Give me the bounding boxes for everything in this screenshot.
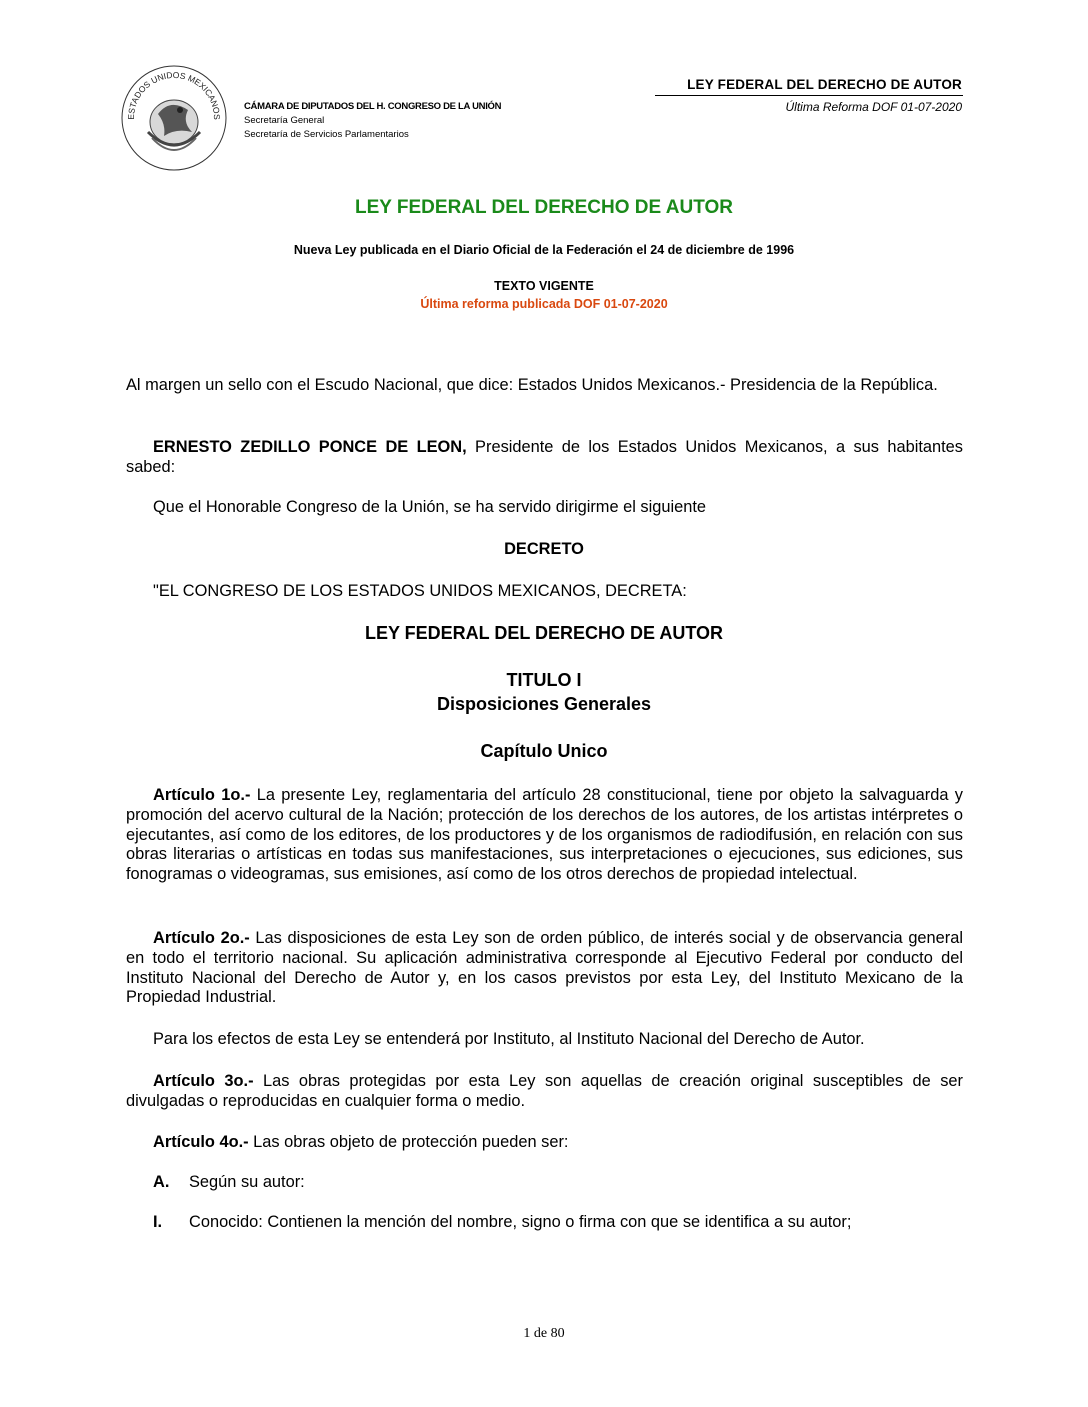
article-1-text: La presente Ley, reglamentaria del artículo 28 constitucional, tiene por objeto la salvaguarda y promoción del acervo cultural de la Nación; protección de los derechos de los autores, de los artistas intérpretes o ejecutantes, así como de los editores, de los productores y de los organismos de radiodifusión, en relación con sus obras literarias o artísticas en todas sus manifestaciones, sus interpretaciones o ejecuciones, sus ediciones, sus fonogramas o videogramas, sus emisiones, así como de los otros derechos de propiedad intelectual. — [126, 786, 963, 884]
national-seal-logo — [118, 62, 230, 174]
article-1 — [126, 786, 963, 885]
chamber-name: CÁMARA DE DIPUTADOS DEL H. CONGRESO DE LA UNIÓN — [244, 101, 502, 112]
secretary-general: Secretaría General — [244, 115, 325, 126]
article-2-text: Las disposiciones de esta Ley son de orden público, de interés social y de observancia general en todo el territorio nacional. Su aplicación administrativa corresponde al Ejecutivo Federal por conducto del Instituto Nacional del Derecho de Autor y, en los casos previstos por esta Ley, del Instituto Mexicano de la Propiedad Industrial. — [126, 929, 963, 1007]
last-reform-note: Última reforma publicada DOF 01-07-2020 — [420, 297, 668, 311]
titulo-name-heading: Disposiciones Generales — [436, 694, 652, 714]
article-4-text: Las obras objeto de protección pueden ser: — [248, 1133, 569, 1151]
current-text-label: TEXTO VIGENTE — [494, 279, 594, 293]
document-title: LEY FEDERAL DEL DERECHO DE AUTOR — [355, 197, 733, 218]
parliamentary-services: Secretaría de Servicios Parlamentarios — [244, 129, 409, 140]
article-3 — [126, 1072, 963, 1112]
page-number: 1 de 80 — [523, 1326, 565, 1341]
list-item-a-text: Según su autor: — [189, 1173, 305, 1191]
titulo-heading: TITULO I — [506, 670, 582, 690]
article-4-label: Artículo 4o.- — [153, 1133, 249, 1151]
chapter-heading: Capítulo Unico — [480, 741, 608, 761]
article-3-text: Las obras protegidas por esta Ley son aquellas de creación original susceptibles de ser divulgadas o reproducidas en cualquier forma o medio. — [126, 1072, 963, 1110]
preamble-paragraph-4: "EL CONGRESO DE LOS ESTADOS UNIDOS MEXICANOS, DECRETA: — [153, 582, 687, 600]
list-item-a-key: A. — [153, 1173, 170, 1191]
preamble-paragraph-2-text: Presidente de los Estados Unidos Mexicanos, a sus habitantes sabed: — [126, 438, 963, 476]
article-2 — [126, 929, 963, 1008]
decree-heading: DECRETO — [504, 540, 584, 558]
institution-block — [244, 100, 501, 142]
article-2-paragraph-2: Para los efectos de esta Ley se entenderá por Instituto, al Instituto Nacional del Derecho de Autor. — [153, 1030, 865, 1048]
header-rule — [655, 95, 963, 96]
preamble-paragraph-2 — [126, 438, 963, 478]
article-1-label: Artículo 1o.- — [153, 786, 251, 804]
preamble-paragraph-3: Que el Honorable Congreso de la Unión, se ha servido dirigirme el siguiente — [153, 498, 707, 516]
article-3-label: Artículo 3o.- — [153, 1072, 254, 1090]
list-item-i-text: Conocido: Contienen la mención del nombre, signo o firma con que se identifica a su autor; — [189, 1213, 852, 1231]
preamble-paragraph-1: Al margen un sello con el Escudo Nacional, que dice: Estados Unidos Mexicanos.- Presidencia de la República. — [126, 376, 938, 394]
svg-text:ESTADOS UNIDOS MEXICANOS: ESTADOS UNIDOS MEXICANOS — [125, 69, 223, 120]
law-title-heading: LEY FEDERAL DEL DERECHO DE AUTOR — [364, 623, 724, 643]
president-name: ERNESTO ZEDILLO PONCE DE LEON, — [153, 438, 467, 456]
header-last-reform: Última Reforma DOF 01-07-2020 — [785, 100, 962, 114]
list-item-a — [153, 1173, 305, 1192]
article-2-label: Artículo 2o.- — [153, 929, 250, 947]
publication-note: Nueva Ley publicada en el Diario Oficial de la Federación el 24 de diciembre de 1996 — [293, 243, 795, 257]
list-item-i — [153, 1213, 851, 1232]
article-4 — [126, 1133, 963, 1153]
list-item-i-key: I. — [153, 1213, 163, 1231]
running-header-title: LEY FEDERAL DEL DERECHO DE AUTOR — [687, 77, 962, 92]
